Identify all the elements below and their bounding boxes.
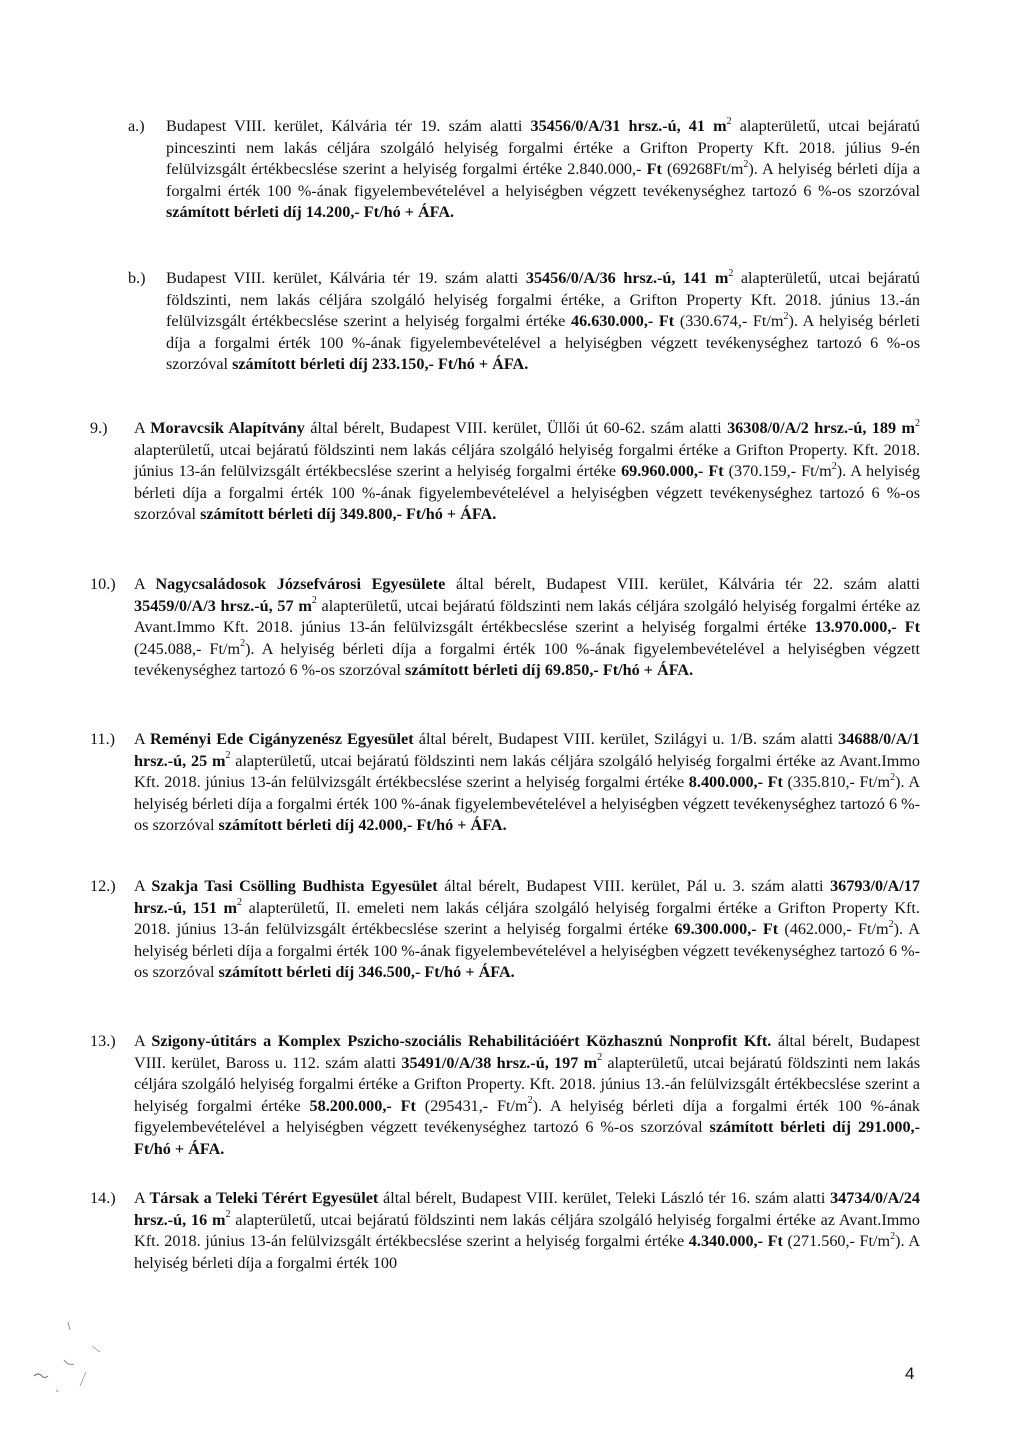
text-run: (69268Ft/m <box>661 160 744 179</box>
bold-run: 36793/0/A/17 hrsz.-ú, 151 m <box>134 877 920 917</box>
item-9 <box>90 418 920 526</box>
text-run: által bérelt, Budapest VIII. kerület, Baross u. 112. szám alatti <box>134 1032 920 1072</box>
text-run: alapterületű, utcai bejáratú földszinti nem lakás céljára szolgáló helyiség forgalmi értéke a Grifton Property. Kft. 2018. június 13.-án felülvizsgált értékbecslése szerint a helyiség forgalmi értéke <box>134 1053 921 1115</box>
item-text <box>134 419 920 523</box>
text-run: alapterületű, utcai bejáratú földszinti nem lakás céljára szolgáló helyiség forgalmi értéke az Avant.Immo Kft. 2018. június 13-án felülvizsgált értékbecslése szerint a helyiség forgalmi értéke <box>134 596 921 637</box>
item-text <box>166 117 920 221</box>
bold-run: 35456/0/A/36 hrsz.-ú, 141 m <box>525 269 729 287</box>
bold-run: 69.300.000,- Ft <box>674 920 779 939</box>
text-run: ). A helyiség bérleti díja a forgalmi érték 100 %-ának figyelembevételével a helyiségben végzett tevékenységhez tartozó 6 %-os szorzóval <box>134 639 920 680</box>
bold-run: Nagycsaládosok Józsefvárosi Egyesülete <box>155 575 446 593</box>
text-run: (330.674,- Ft/m <box>674 312 784 331</box>
text-run: ). A helyiség bérleti díja a forgalmi érték 100 %-ának figyelembevételével a helyiségben végzett tevékenységhez tartozó 6 %-os szorzóval <box>166 160 921 200</box>
superscript: 2 <box>240 638 246 650</box>
item-label: 13.) <box>90 1032 116 1050</box>
bold-run: 69.960.000,- Ft <box>621 462 724 481</box>
superscript: 2 <box>225 750 231 762</box>
superscript: 2 <box>726 115 732 127</box>
item-text <box>134 1032 920 1158</box>
text-run: ). A helyiség bérleti díja a forgalmi érték 100 %-ának figyelembevételével a helyiségben végzett tevékenységhez tartozó 6 %-os szorzóval <box>134 462 920 524</box>
superscript: 2 <box>597 1052 603 1064</box>
bold-run: 4.340.000,- Ft <box>688 1232 783 1251</box>
bold-run: 46.630.000,- Ft <box>570 312 675 331</box>
text-run: (370.159,- Ft/m <box>723 462 832 481</box>
bold-run: 34688/0/A/1 hrsz.-ú, 25 m <box>134 730 921 770</box>
bold-run: számított bérleti díj 346.500,- Ft/hó + ÁFA. <box>218 963 515 982</box>
item-a <box>128 116 920 224</box>
text-run: (462.000,- Ft/m <box>778 920 889 939</box>
text-run: (335.810,- Ft/m <box>782 773 891 792</box>
bold-run: 35459/0/A/3 hrsz.-ú, 57 m <box>134 596 312 615</box>
bold-run: számított bérleti díj 349.800,- Ft/hó + ÁFA. <box>200 505 497 524</box>
item-text <box>134 730 920 834</box>
text-run: A <box>134 575 156 593</box>
text-run: A <box>134 1032 152 1050</box>
text-run: alapterületű, utcai bejáratú földszinti, nem lakás céljára szolgáló helyiség forgalmi értéke, a Grifton Property Kft. 2018. június 13.-án felülvizsgált értékbecslése szerint a helyiség forgalmi értéke <box>166 269 920 331</box>
item-14 <box>90 1188 920 1274</box>
superscript: 2 <box>831 460 837 472</box>
item-text <box>134 575 920 679</box>
bold-run: 35456/0/A/31 hrsz.-ú, 41 m <box>530 117 727 135</box>
bold-run: Szigony-útitárs a Komplex Pszicho-szociális Rehabilitációért Közhasznú Nonprofit Kft. <box>151 1032 772 1050</box>
bold-run: Szakja Tasi Csölling Budhista Egyesület <box>151 877 438 895</box>
bold-run: Reményi Ede Cigányzenész Egyesület <box>149 730 414 748</box>
page-number: 4 <box>905 1364 915 1383</box>
superscript: 2 <box>888 918 894 930</box>
text-run: (295431,- Ft/m <box>415 1096 528 1115</box>
text-run: alapterületű, utcai bejáratú pinceszinti nem lakás céljára szolgáló helyiség forgalmi értéke a Grifton Property Kft. 2018. július 9-én felülvizsgált értékbecslése szerint a helyiség forgalmi értéke 2.840.000,- <box>166 117 920 179</box>
text-run: A <box>134 877 152 895</box>
bold-run: számított bérleti díj 233.150,- Ft/hó + ÁFA. <box>232 355 529 374</box>
text-run: alapterületű, utcai bejáratú földszinti nem lakás céljára szolgáló helyiség forgalmi értéke az Avant.Immo Kft. 2018. június 13-án felülvizsgált értékbecslése szerint a helyiség forgalmi értéke <box>134 1210 920 1251</box>
item-label: b.) <box>128 269 146 287</box>
text-run: ). A helyiség bérleti díja a forgalmi érték 100 %-ának figyelembevételével a helyiségben végzett tevékenységhez tartozó 6 %-os szorzóval <box>134 773 921 835</box>
text-run: A <box>134 730 150 748</box>
bold-run: 36308/0/A/2 hrsz.-ú, 189 m <box>727 419 915 437</box>
bold-run: Ft <box>646 160 662 179</box>
item-11 <box>90 729 920 837</box>
superscript: 2 <box>890 771 896 783</box>
superscript: 2 <box>527 1095 533 1107</box>
text-run: által bérelt, Budapest VIII. kerület, Kálvária tér 22. szám alatti <box>445 575 921 593</box>
text-run: által bérelt, Budapest VIII. kerület, Szilágyi u. 1/B. szám alatti <box>413 730 839 748</box>
bold-run: Moravcsik Alapítvány <box>150 419 305 437</box>
superscript: 2 <box>237 897 243 909</box>
text-run: Budapest VIII. kerület, Kálvária tér 19. szám alatti <box>166 117 531 135</box>
bold-run: 13.970.000,- Ft <box>814 618 920 637</box>
text-run: Budapest VIII. kerület, Kálvária tér 19. szám alatti <box>166 269 526 287</box>
bold-run: számított bérleti díj 42.000,- Ft/hó + ÁFA. <box>218 816 507 835</box>
superscript: 2 <box>728 267 734 279</box>
text-run: A <box>134 1189 150 1207</box>
text-run: által bérelt, Budapest VIII. kerület, Pál u. 3. szám alatti <box>437 877 831 895</box>
text-run: által bérelt, Budapest VIII. kerület, Teleki László tér 16. szám alatti <box>378 1189 831 1207</box>
text-run: alapterületű, utcai bejáratú földszinti nem lakás céljára szolgáló helyiség forgalmi értéke az Avant.Immo Kft. 2018. június 13-án felülvizsgált értékbecslése szerint a helyiség forgalmi értéke <box>134 751 920 792</box>
item-b <box>128 268 920 376</box>
item-label: 14.) <box>90 1189 116 1207</box>
item-12 <box>90 876 920 984</box>
item-13 <box>90 1031 920 1161</box>
bold-run: 58.200.000,- Ft <box>309 1096 416 1115</box>
superscript: 2 <box>783 310 789 322</box>
superscript: 2 <box>743 158 749 170</box>
text-run: ). A helyiség bérleti díja a forgalmi érték 100 %-ának figyelembevételével a helyiségben végzett tevékenységhez tartozó 6 %-os szorzóval <box>134 1096 920 1137</box>
item-label: 10.) <box>90 575 116 593</box>
item-text <box>134 877 920 981</box>
bold-run: 34734/0/A/24 hrsz.-ú, 16 m <box>134 1189 920 1229</box>
item-label: 12.) <box>90 877 116 895</box>
bold-run: 8.400.000,- Ft <box>688 773 783 792</box>
stray-pen-marks <box>20 1320 130 1400</box>
item-label: a.) <box>128 117 145 135</box>
text-run: alapterületű, utcai bejáratú földszinti nem lakás céljára szolgáló helyiség forgalmi értéke a Grifton Property. Kft. 2018. június 13-án felülvizsgált értékbecslése szerint a helyiség forgalmi értéke <box>134 440 920 481</box>
superscript: 2 <box>311 595 317 607</box>
superscript: 2 <box>225 1209 231 1221</box>
bold-run: Társak a Teleki Térért Egyesület <box>149 1189 379 1207</box>
superscript: 2 <box>890 1230 896 1242</box>
text-run: (245.088,- Ft/m <box>134 639 241 658</box>
bold-run: számított bérleti díj 14.200,- Ft/hó + ÁFA. <box>166 203 455 222</box>
item-label: 11.) <box>90 730 116 748</box>
text-run: (271.560,- Ft/m <box>782 1232 891 1251</box>
item-text <box>134 1189 920 1272</box>
bold-run: számított bérleti díj 291.000,- Ft/hó + ÁFA. <box>134 1118 920 1158</box>
bold-run: számított bérleti díj 69.850,- Ft/hó + ÁFA. <box>405 661 694 680</box>
text-run: által bérelt, Budapest VIII. kerület, Üllői út 60-62. szám alatti <box>304 419 728 437</box>
text-run: ). A helyiség bérleti díja a forgalmi érték 100 %-ának figyelembevételével a helyiségben végzett tevékenységhez tartozó 6 %-os szorzóval <box>134 920 920 982</box>
text-run: alapterületű, II. emeleti nem lakás céljára szolgáló helyiség forgalmi értéke a Grifton Property Kft. 2018. június 13-án felülvizsgált értékbecslése szerint a helyiség forgalmi értéke <box>134 898 920 939</box>
item-text <box>166 269 920 373</box>
item-label: 9.) <box>90 419 108 437</box>
text-run: A <box>134 419 151 437</box>
text-run: ). A helyiség bérleti díja a forgalmi érték 100 <box>134 1232 921 1272</box>
bold-run: 35491/0/A/38 hrsz.-ú, 197 m <box>401 1053 598 1072</box>
item-10 <box>90 574 920 682</box>
superscript: 2 <box>915 417 920 429</box>
text-run: ). A helyiség bérleti díja a forgalmi érték 100 %-ának figyelembevételével a helyiségben végzett tevékenységhez tartozó 6 %-os szorzóval <box>166 312 921 374</box>
